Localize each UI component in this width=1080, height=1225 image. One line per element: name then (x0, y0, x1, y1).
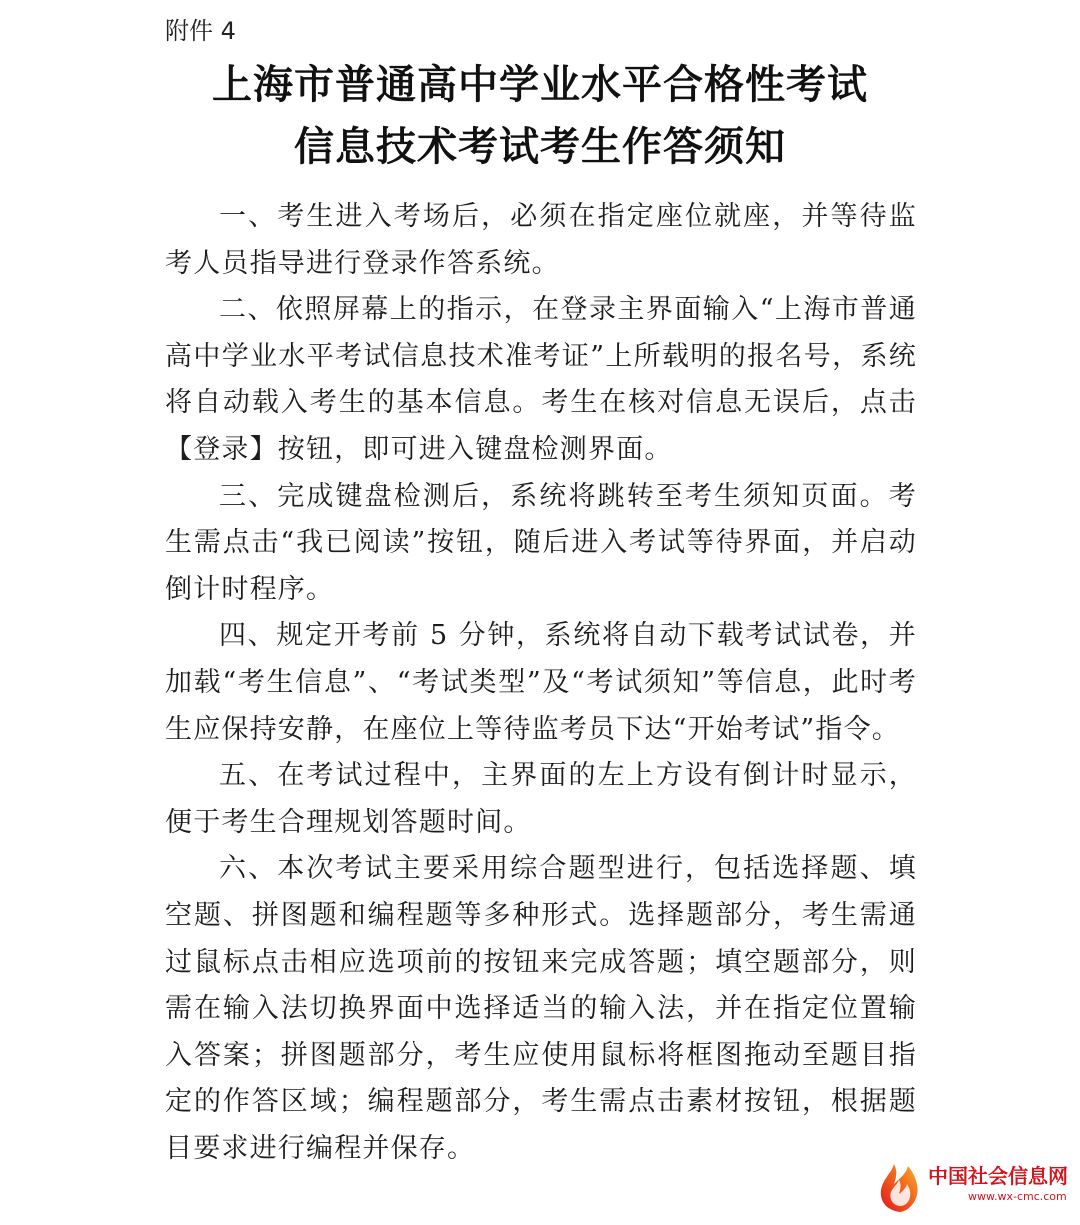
paragraph-4: 四、规定开考前 5 分钟，系统将自动下载考试试卷，并加载“考生信息”、“考试类型”及“考试须知”等信息，此时考生应保持安静，在座位上等待监考员下达“开始考试”指令。 (165, 620, 917, 745)
site-watermark (872, 1158, 1072, 1218)
watermark-site-name: 中国社会信息网 (928, 1164, 1068, 1188)
flame-logo-icon (872, 1160, 928, 1216)
document-body (165, 194, 917, 1172)
title-line: 信息技术考试考生作答须知 (294, 123, 786, 170)
watermark-url: www.wx-cmc.com (968, 1190, 1067, 1203)
paragraph-2: 二、依照屏幕上的指示，在登录主界面输入“上海市普通高中学业水平考试信息技术准考证”上所载明的报名号，系统将自动载入考生的基本信息。考生在核对信息无误后，点击【登录】按钮，即可进入键盘检测界面。 (165, 294, 917, 465)
title-line: 上海市普通高中学业水平合格性考试 (212, 61, 868, 108)
paragraph-1: 一、考生进入考场后，必须在指定座位就座，并等待监考人员指导进行登录作答系统。 (165, 201, 917, 279)
paragraph-6: 六、本次考试主要采用综合题型进行，包括选择题、填空题、拼图题和编程题等多种形式。选择题部分，考生需通过鼠标点击相应选项前的按钮来完成答题；填空题部分，则需在输入法切换界面中选择适当的输入法，并在指定位置输入答案；拼图题部分，考生应使用鼠标将框图拖动至题目指定的作答区域；编程题部分，考生需点击素材按钮，根据题目要求进行编程并保存。 (165, 853, 917, 1164)
attachment-label: 附件 4 (165, 17, 236, 45)
paragraph-3: 三、完成键盘检测后，系统将跳转至考生须知页面。考生需点击“我已阅读”按钮，随后进入考试等待界面，并启动倒计时程序。 (165, 480, 917, 605)
paragraph-5: 五、在考试过程中，主界面的左上方设有倒计时显示，便于考生合理规划答题时间。 (165, 760, 917, 838)
